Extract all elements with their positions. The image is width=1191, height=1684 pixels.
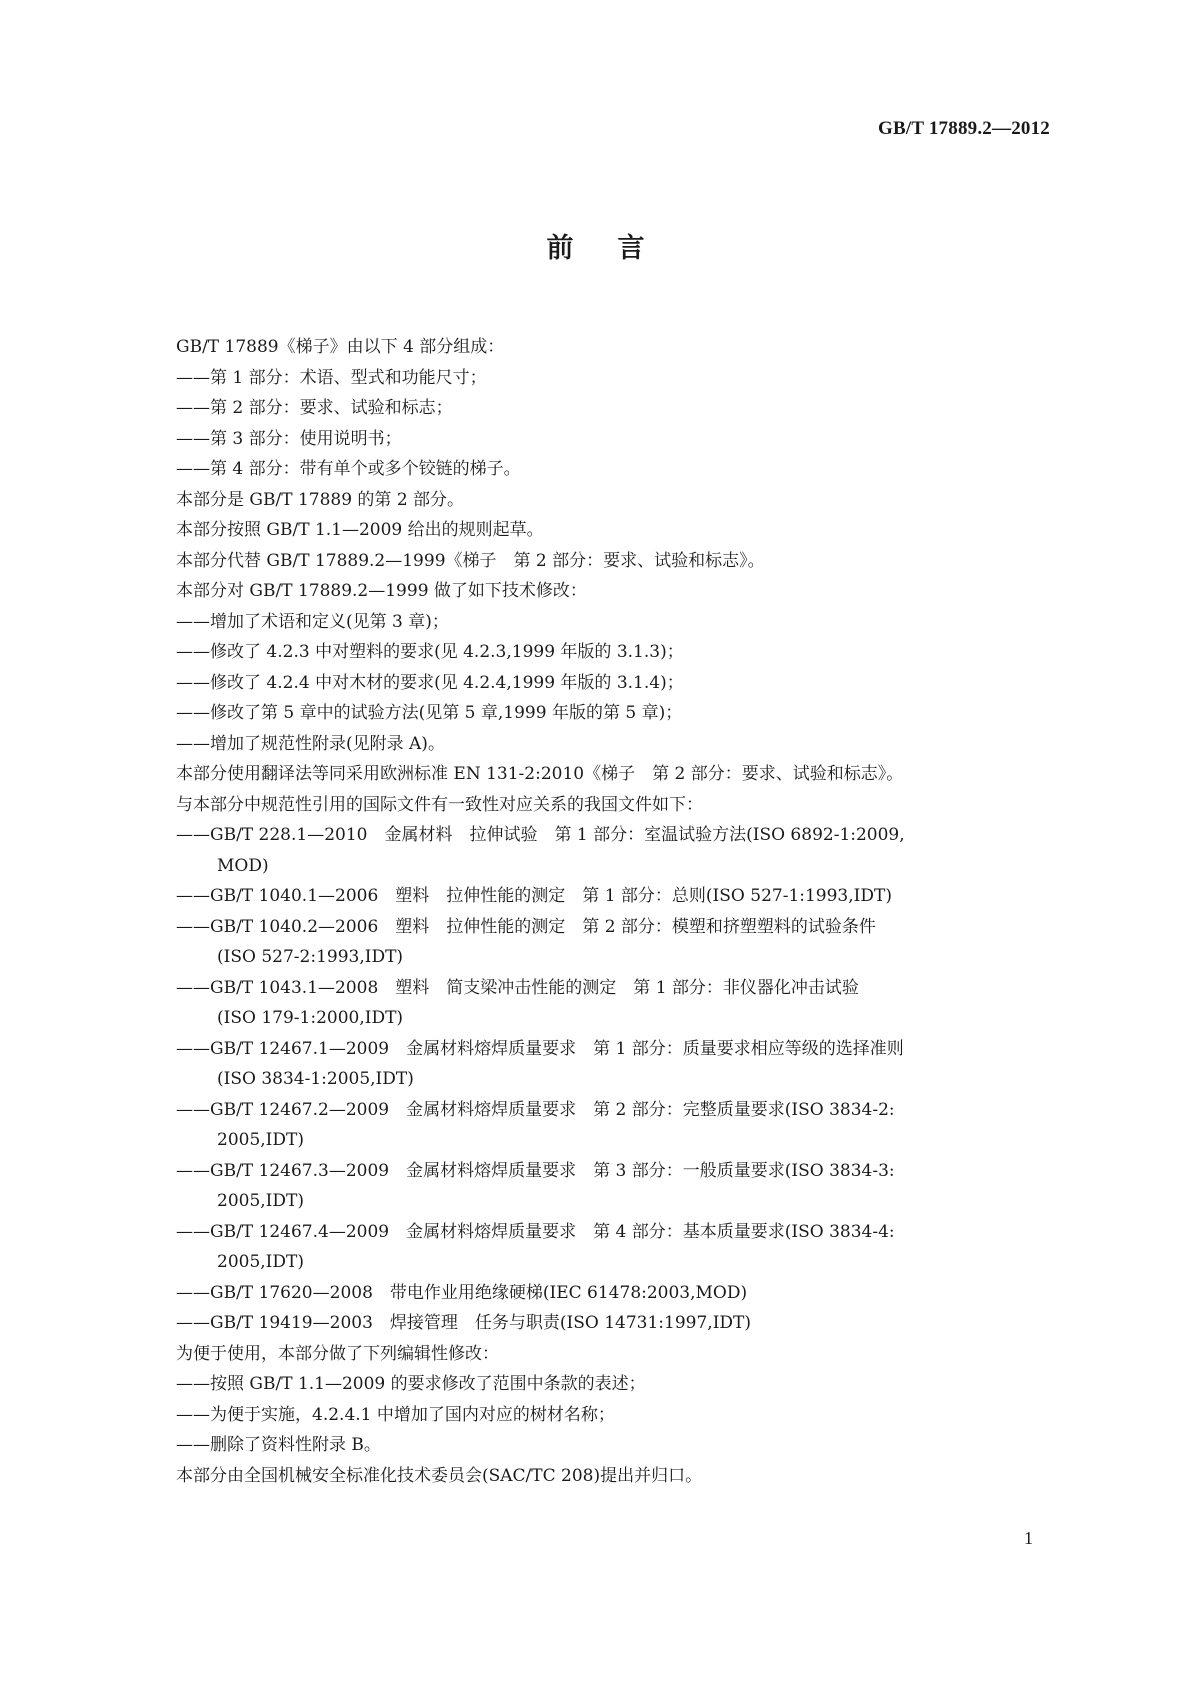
reference-item: ——GB/T 17620—2008 带电作业用绝缘硬梯(IEC 61478:2003,MOD) (176, 1282, 748, 1303)
list-item: ——第 2 部分：要求、试验和标志； (176, 398, 453, 418)
body-line: 本部分代替 GB/T 17889.2—1999《梯子 第 2 部分：要求、试验和标志》。 (176, 550, 765, 571)
reference-item: ——GB/T 12467.1—2009 金属材料熔焊质量要求 第 1 部分：质量要求相应等级的选择准则 (176, 1038, 904, 1059)
body-line: 为便于使用，本部分做了下列编辑性修改： (176, 1343, 499, 1364)
reference-item: ——GB/T 1040.1—2006 塑料 拉伸性能的测定 第 1 部分：总则(ISO 527-1:1993,IDT) (176, 886, 892, 906)
reference-continuation: 2005,IDT) (217, 1130, 304, 1150)
body-line: 本部分是 GB/T 17889 的第 2 部分。 (176, 489, 465, 510)
reference-item: ——GB/T 1040.2—2006 塑料 拉伸性能的测定 第 2 部分：模塑和挤塑塑料的试验条件 (176, 916, 876, 937)
reference-item: ——GB/T 1043.1—2008 塑料 简支梁冲击性能的测定 第 1 部分：非仪器化冲击试验 (176, 977, 859, 998)
reference-item: ——GB/T 12467.3—2009 金属材料熔焊质量要求 第 3 部分：一般质量要求(ISO 3834-3: (176, 1160, 895, 1181)
body-line: 与本部分中规范性引用的国际文件有一致性对应关系的我国文件如下： (176, 794, 703, 815)
reference-continuation: 2005,IDT) (217, 1252, 304, 1272)
reference-continuation: 2005,IDT) (217, 1191, 304, 1211)
list-item: ——删除了资料性附录 B。 (176, 1435, 381, 1455)
list-item: ——增加了规范性附录(见附录 A)。 (176, 733, 445, 754)
list-item: ——第 4 部分：带有单个或多个铰链的梯子。 (176, 459, 521, 479)
reference-continuation: (ISO 527-2:1993,IDT) (217, 947, 404, 967)
reference-continuation: (ISO 3834-1:2005,IDT) (217, 1069, 414, 1089)
body-line: 本部分按照 GB/T 1.1—2009 给出的规则起草。 (176, 520, 544, 540)
body-line: 本部分对 GB/T 17889.2—1999 做了如下技术修改： (176, 581, 587, 601)
list-item: ——按照 GB/T 1.1—2009 的要求修改了范围中条款的表述； (176, 1374, 646, 1394)
page-number: 1 (1024, 1528, 1033, 1548)
reference-continuation: (ISO 179-1:2000,IDT) (217, 1008, 404, 1028)
list-item: ——增加了术语和定义(见第 3 章)； (176, 611, 449, 632)
document-body (176, 332, 1061, 1491)
list-item: ——修改了第 5 章中的试验方法(见第 5 章,1999 年版的第 5 章)； (176, 703, 683, 723)
reference-item: ——GB/T 228.1—2010 金属材料 拉伸试验 第 1 部分：室温试验方法(ISO 6892-1:2009, (176, 825, 905, 845)
reference-item: ——GB/T 19419—2003 焊接管理 任务与职责(ISO 14731:1997,IDT) (176, 1313, 752, 1333)
list-item: ——第 3 部分：使用说明书； (176, 428, 402, 449)
list-item: ——修改了 4.2.4 中对木材的要求(见 4.2.4,1999 年版的 3.1.4)； (176, 672, 684, 693)
body-line: 本部分由全国机械安全标准化技术委员会(SAC/TC 208)提出并归口。 (176, 1465, 703, 1486)
page-title: 前言 (546, 233, 689, 264)
list-item: ——修改了 4.2.3 中对塑料的要求(见 4.2.3,1999 年版的 3.1.3)； (176, 642, 684, 662)
reference-continuation: MOD) (217, 855, 269, 876)
list-item: ——为便于实施，4.2.4.1 中增加了国内对应的树材名称； (176, 1404, 615, 1425)
body-line: GB/T 17889《梯子》由以下 4 部分组成： (176, 337, 505, 357)
reference-item: ——GB/T 12467.2—2009 金属材料熔焊质量要求 第 2 部分：完整质量要求(ISO 3834-2: (176, 1099, 895, 1120)
body-line: 本部分使用翻译法等同采用欧洲标准 EN 131-2:2010《梯子 第 2 部分：要求、试验和标志》。 (176, 764, 904, 784)
list-item: ——第 1 部分：术语、型式和功能尺寸； (176, 367, 487, 388)
standard-code: GB/T 17889.2—2012 (878, 118, 1050, 139)
reference-item: ——GB/T 12467.4—2009 金属材料熔焊质量要求 第 4 部分：基本质量要求(ISO 3834-4: (176, 1221, 895, 1242)
